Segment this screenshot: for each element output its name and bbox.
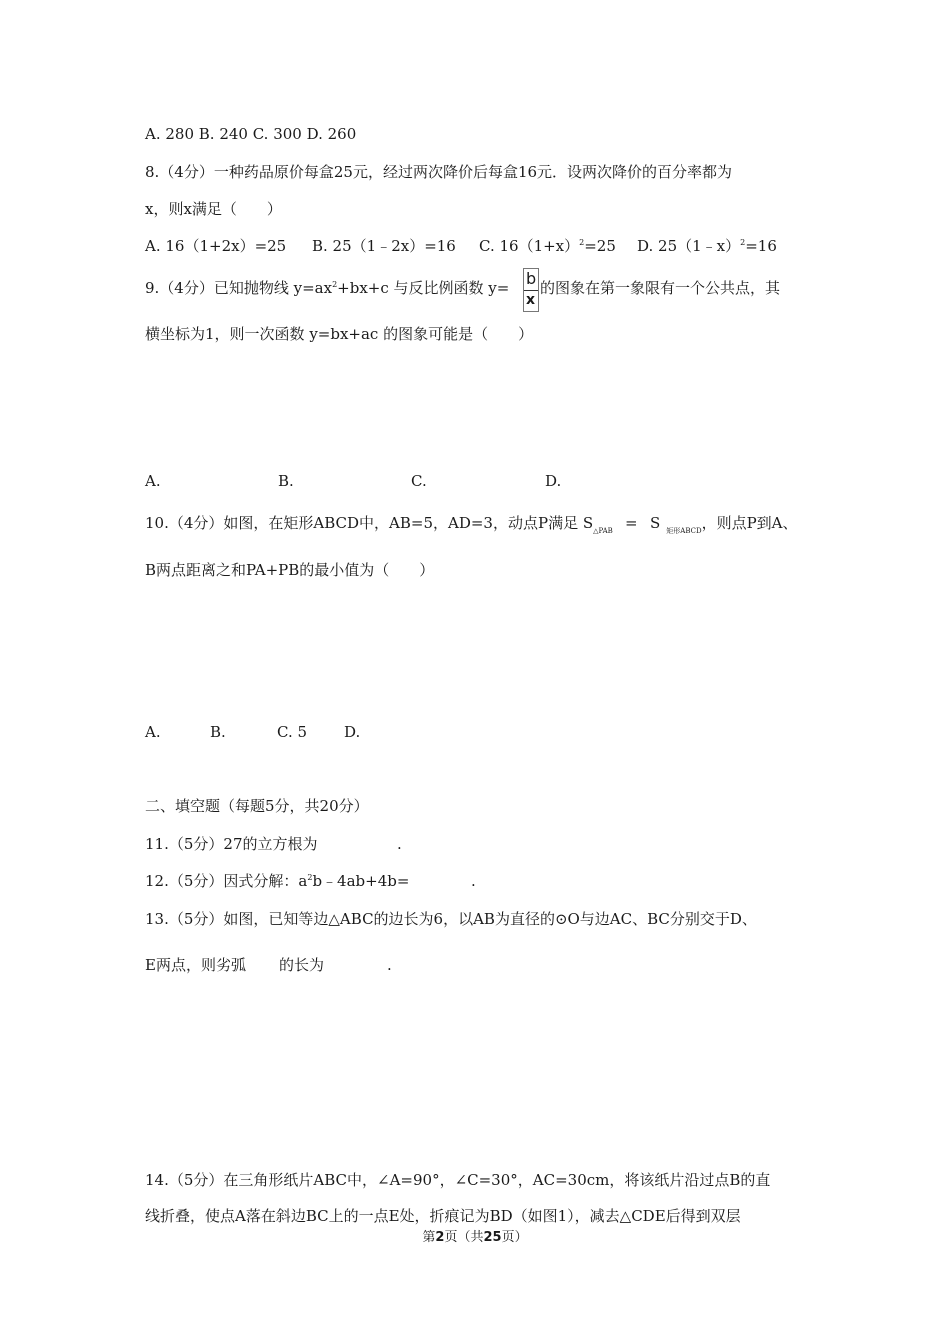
- q8-stem-line2: x，则x满足（ ）: [145, 200, 282, 218]
- total-page-count: 25: [483, 1230, 502, 1245]
- q10-option-d: D.: [344, 723, 361, 741]
- q10-option-b: B.: [210, 723, 226, 741]
- q9-fraction-b-over-x: [523, 268, 539, 312]
- q9-option-a: A.: [145, 472, 161, 490]
- q8-option-b: B. 25（1﹣2x）=16: [312, 237, 456, 255]
- q10-equals: =: [625, 514, 638, 532]
- q9-option-d: D.: [545, 472, 562, 490]
- q9-option-c: C.: [411, 472, 427, 490]
- q9-option-b: B.: [278, 472, 294, 490]
- q12-blank-end: .: [471, 872, 476, 890]
- current-page-number: 2: [435, 1230, 445, 1245]
- q7-options: A. 280 B. 240 C. 300 D. 260: [145, 125, 357, 143]
- q13-stem-part1: E两点，则劣弧: [145, 956, 246, 974]
- section-2-heading: 二、填空题（每题5分，共20分）: [145, 797, 369, 815]
- q9-stem-part1: 9.（4分）已知抛物线 $y=ax^2+bx+c$ 与反比例函数 y=: [145, 279, 510, 297]
- q8-option-a: A. 16（1+2x）=25: [145, 237, 287, 255]
- q14-stem-line1: 14.（5分）在三角形纸片ABC中，∠A=90°，∠C=30°，AC=30cm，将该纸片沿过点B的直: [145, 1171, 771, 1189]
- q10-stem-part2: S $_{矩形ABCD}$，则点P到A、: [650, 514, 798, 535]
- q13-blank-end: .: [387, 956, 392, 974]
- q9-stem-line2: 横坐标为1，则一次函数 y=bx+ac 的图象可能是（ ）: [145, 325, 534, 343]
- q10-option-c: C. 5: [277, 723, 308, 741]
- q11-blank-end: .: [397, 835, 402, 853]
- q13-stem-line1: 13.（5分）如图，已知等边△ABC的边长为6，以AB为直径的⊙O与边AC、BC分别交于D、: [145, 910, 757, 928]
- fraction-numerator: b: [526, 269, 537, 288]
- fraction-denominator: x: [526, 292, 536, 308]
- q11-stem: 11.（5分）27的立方根为: [145, 835, 318, 853]
- q8-option-d: D. 25（1﹣x）$^2$=16: [637, 237, 777, 255]
- q13-stem-part2: 的长为: [279, 956, 325, 974]
- q8-option-c: C. $16(1+x)^2=25$: [479, 237, 616, 255]
- q12-stem: 12.（5分）因式分解：$a^2b﹣4ab+4b=$: [145, 872, 410, 890]
- q10-stem-part1: 10.（4分）如图，在矩形ABCD中，AB=5，AD=3，动点P满足 $S_{\triangle PAB}$: [145, 514, 613, 535]
- q8-stem-line1: 8.（4分）一种药品原价每盒25元，经过两次降价后每盒16元．设两次降价的百分率都为: [145, 163, 733, 181]
- q10-stem-line2: B两点距离之和PA+PB的最小值为（ ）: [145, 561, 435, 579]
- q14-stem-line2: 线折叠，使点A落在斜边BC上的一点E处，折痕记为BD（如图1），减去△CDE后得到双层: [145, 1207, 741, 1225]
- q9-stem-part2: 的图象在第一象限有一个公共点，其: [540, 279, 781, 297]
- page-footer: 第2页（共25页）: [422, 1230, 528, 1245]
- q10-option-a: A.: [145, 723, 161, 741]
